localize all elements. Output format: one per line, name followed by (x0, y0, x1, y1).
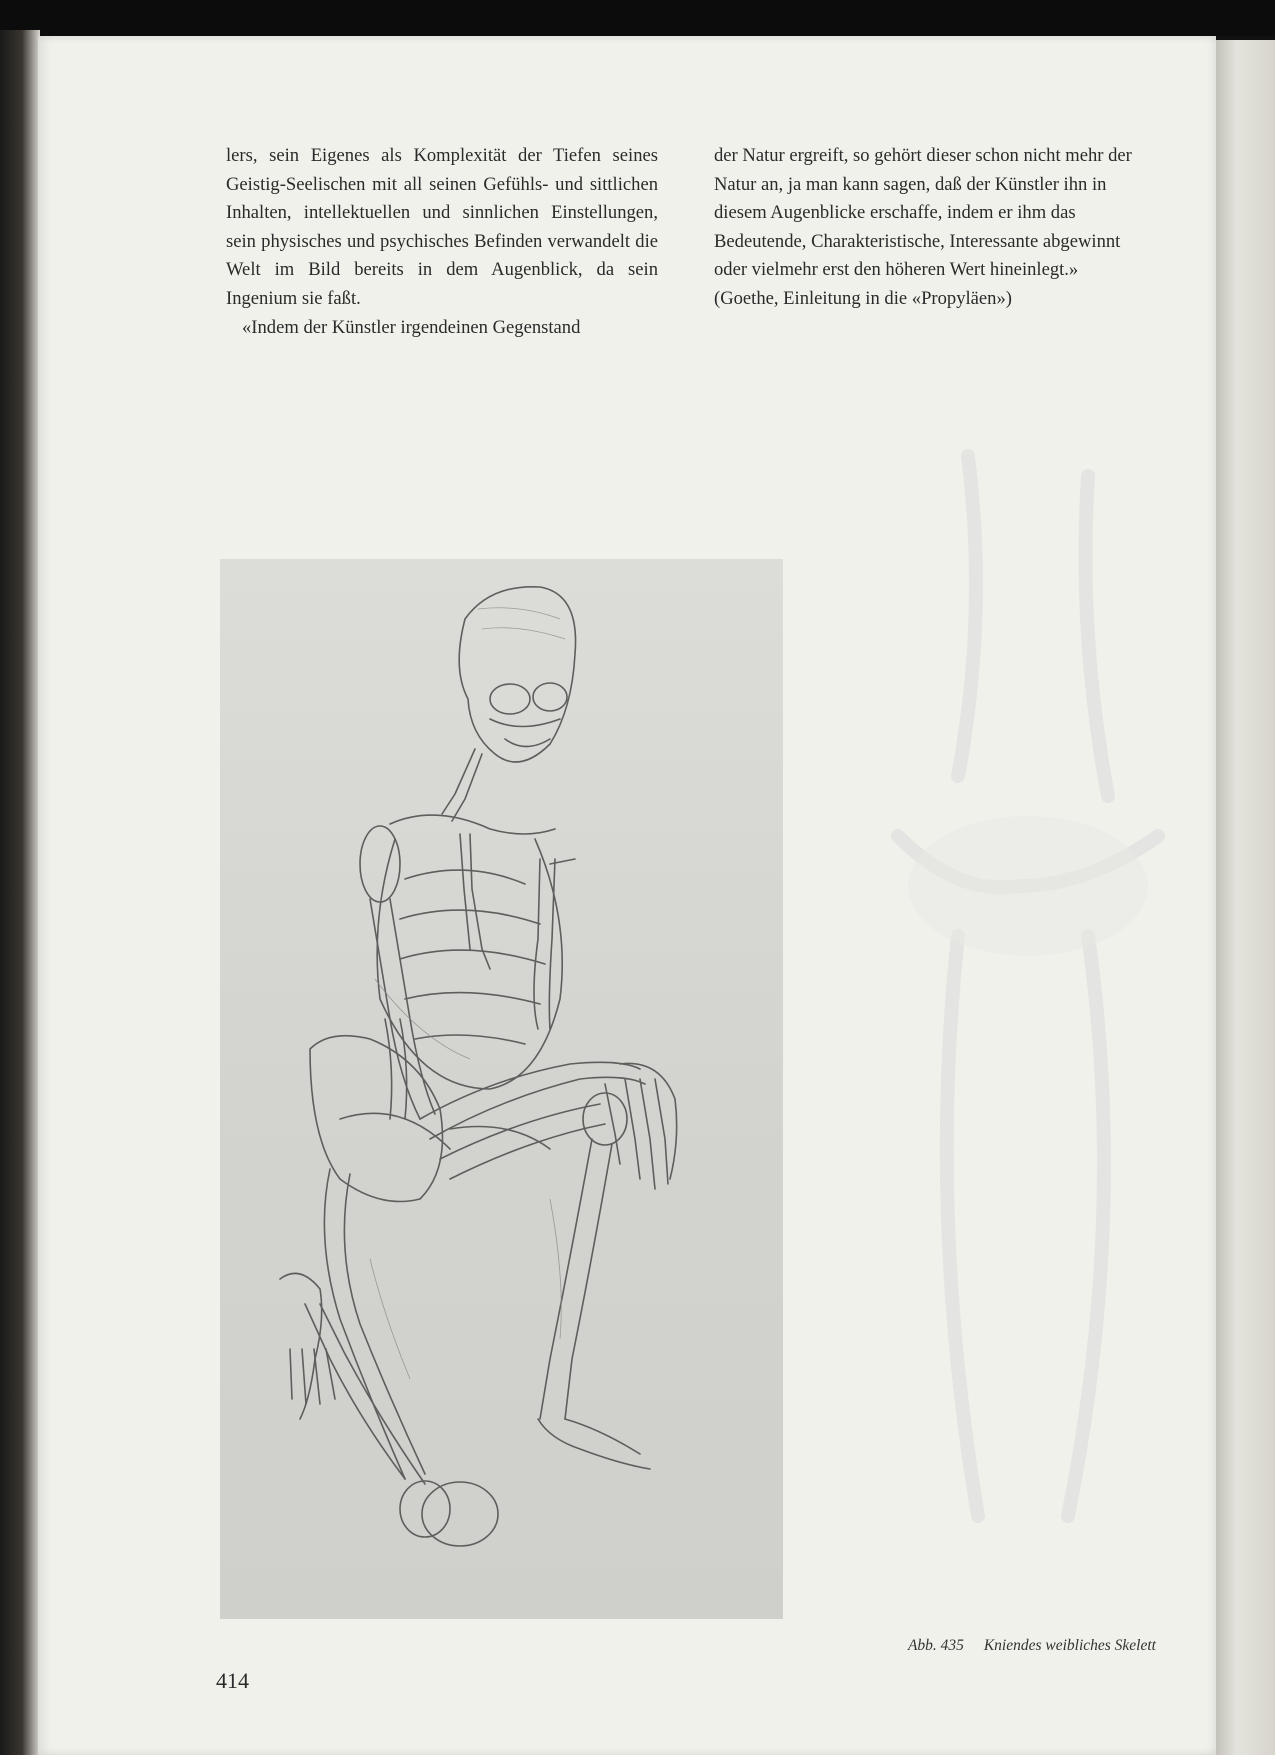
page-number: 414 (216, 1668, 249, 1693)
paragraph-right-1: der Natur ergreift, so gehört dieser schon nicht mehr der Natur an, ja man kann sagen, daß der Künstler ihn in diesem Augenblicke erschaffe, indem er ihm das Bedeutende, Charakteristische, Interessante abgewinnt oder vielmehr erst den höheren Wert hineinlegt.» (714, 145, 1132, 281)
figure-kneeling-skeleton (220, 559, 783, 1619)
book-spine-shadow (0, 30, 40, 1755)
scan-background-top (0, 0, 1275, 36)
paragraph-left-2: «Indem der Künstler irgendeinen Gegenstand (242, 316, 581, 338)
paragraph-left-1: lers, sein Eigenes als Komplexität der Tiefen seines Geistig-Seelischen mit all seinen Gefühls- und sittlichen Inhalten, intellektuellen und sinnlichen Einstellungen, sein physisches und psychisches Befinden verwandelt die Welt im Bild bereits in dem Augenblick, da sein Ingenium sie faßt. (226, 145, 658, 309)
book-page (38, 36, 1216, 1755)
text-column-right (714, 142, 1146, 314)
show-through-skeleton (838, 416, 1198, 1566)
adjacent-page-edge (1212, 40, 1275, 1755)
citation-goethe: (Goethe, Einleitung in die «Propyläen») (714, 287, 1012, 309)
skeleton-drawing (220, 559, 783, 1619)
text-column-left (226, 142, 658, 342)
caption-title: Kniendes weibliches Skelett (983, 1637, 1156, 1654)
figure-caption (846, 1637, 1156, 1655)
caption-number: Abb. 435 (907, 1637, 964, 1654)
